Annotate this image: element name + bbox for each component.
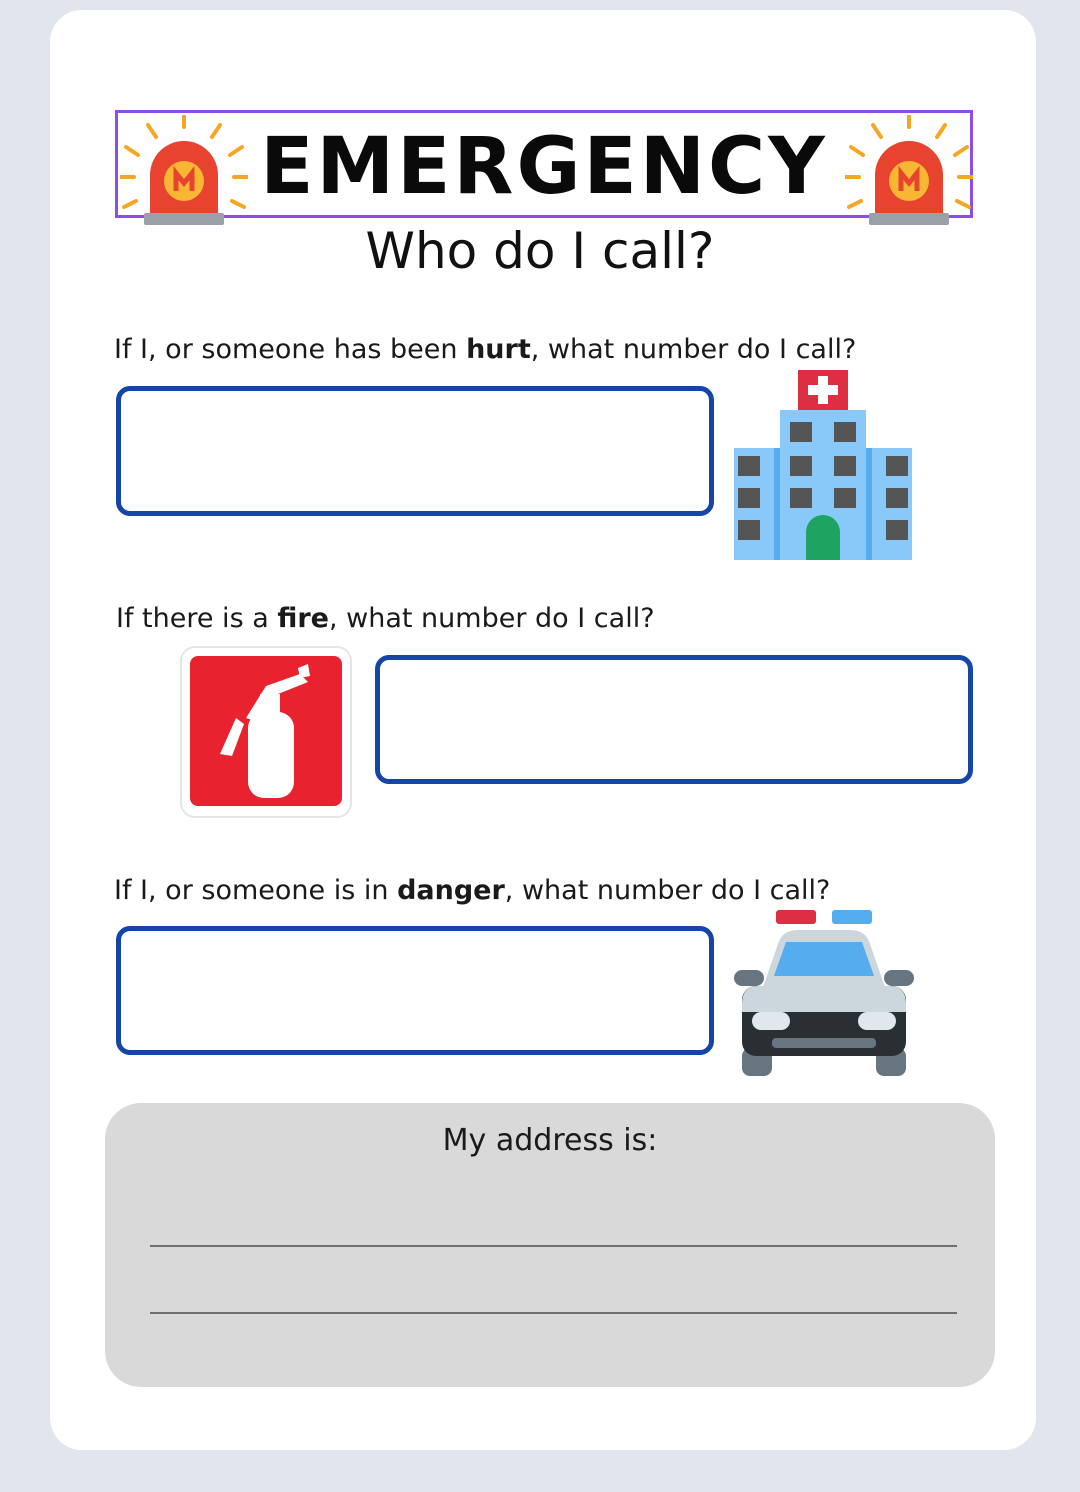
danger-answer-box[interactable] xyxy=(116,926,714,1055)
question-keyword: fire xyxy=(277,603,329,634)
question-text: If I, or someone is in xyxy=(114,875,398,906)
question-text: If there is a xyxy=(116,603,278,634)
question-text: If I, or someone has been xyxy=(114,334,467,365)
question-hurt xyxy=(114,334,856,365)
title-banner xyxy=(115,110,973,218)
fire-answer-box[interactable] xyxy=(375,655,973,784)
address-line-2[interactable] xyxy=(150,1312,957,1314)
address-label: My address is: xyxy=(442,1123,658,1158)
question-fire xyxy=(116,603,655,634)
question-text: , what number do I call? xyxy=(328,603,655,634)
police-car-icon xyxy=(732,908,916,1078)
question-danger xyxy=(114,875,830,906)
question-keyword: hurt xyxy=(466,334,531,365)
address-line-1[interactable] xyxy=(150,1245,957,1247)
page-subtitle: Who do I call? xyxy=(365,222,715,280)
question-text: , what number do I call? xyxy=(530,334,857,365)
address-panel xyxy=(105,1103,995,1387)
question-keyword: danger xyxy=(397,875,505,906)
hospital-icon xyxy=(732,368,914,560)
hurt-answer-box[interactable] xyxy=(116,386,714,516)
page-title: EMERGENCY xyxy=(260,122,828,212)
siren-icon xyxy=(845,115,973,233)
fire-extinguisher-icon xyxy=(180,646,352,818)
question-text: , what number do I call? xyxy=(504,875,831,906)
